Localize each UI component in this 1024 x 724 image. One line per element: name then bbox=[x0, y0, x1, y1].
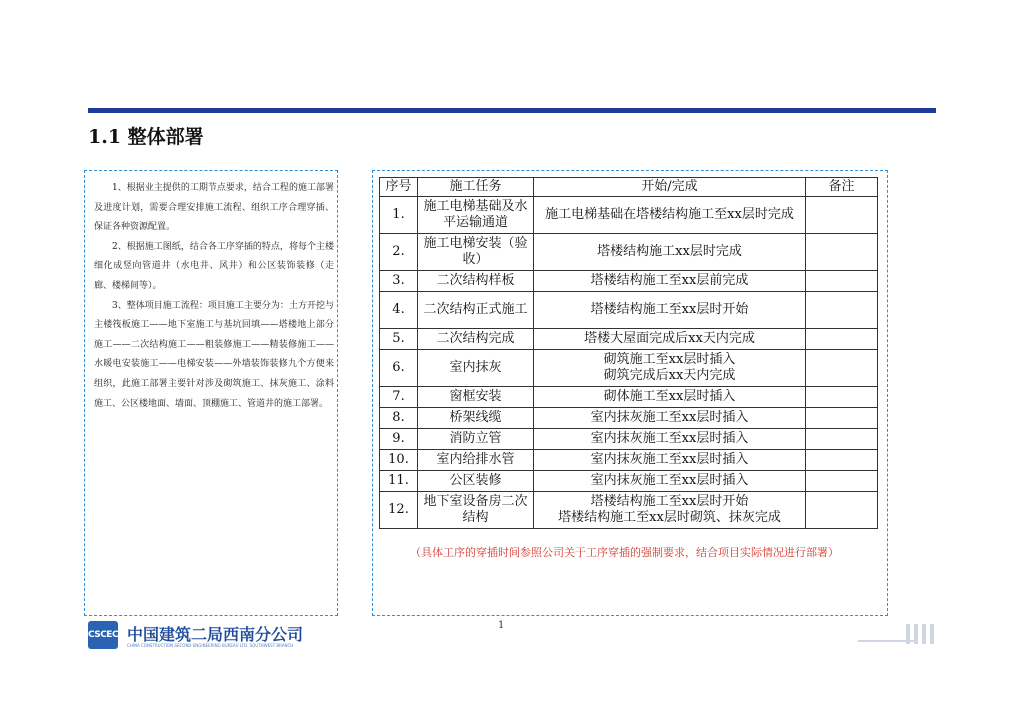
table-row bbox=[380, 408, 878, 429]
cell-no: 1. bbox=[380, 197, 418, 234]
company-name-en: CHINA CONSTRUCTION SECOND ENGINEERING BUREAU LTD. SOUTHWEST BRANCH bbox=[127, 643, 294, 648]
cell-timing: 砌筑施工至xx层时插入 砌筑完成后xx天内完成 bbox=[534, 350, 806, 387]
table-row bbox=[380, 234, 878, 271]
paragraph-2: 2、根据施工图纸，结合各工序穿插的特点，将每个主楼细化成竖向管道井（水电井、风井）和公区装饰装修（走廊、楼梯间等）。 bbox=[94, 241, 334, 291]
cell-no: 2. bbox=[380, 234, 418, 271]
cell-note bbox=[806, 271, 878, 292]
cell-task: 桥架线缆 bbox=[418, 408, 534, 429]
top-rule bbox=[88, 108, 936, 113]
schedule-body bbox=[380, 197, 878, 529]
cell-task: 窗框安装 bbox=[418, 387, 534, 408]
cell-no: 9. bbox=[380, 429, 418, 450]
table-row bbox=[380, 492, 878, 529]
cell-timing: 室内抹灰施工至xx层时插入 bbox=[534, 429, 806, 450]
table-row bbox=[380, 471, 878, 492]
cell-no: 3. bbox=[380, 271, 418, 292]
header-timing: 开始/完成 bbox=[534, 178, 806, 197]
cell-no: 5. bbox=[380, 329, 418, 350]
company-name: 中国建筑二局西南分公司 bbox=[127, 625, 304, 644]
cell-note bbox=[806, 429, 878, 450]
cell-timing: 室内抹灰施工至xx层时插入 bbox=[534, 450, 806, 471]
section-heading: 1.1 整体部署 bbox=[88, 126, 204, 148]
cell-task: 二次结构正式施工 bbox=[418, 292, 534, 329]
cell-note bbox=[806, 471, 878, 492]
cell-timing: 砌体施工至xx层时插入 bbox=[534, 387, 806, 408]
cell-note bbox=[806, 492, 878, 529]
description-text bbox=[94, 179, 334, 414]
cell-note bbox=[806, 408, 878, 429]
table-row bbox=[380, 329, 878, 350]
cell-no: 11. bbox=[380, 471, 418, 492]
table-row bbox=[380, 350, 878, 387]
cell-no: 8. bbox=[380, 408, 418, 429]
logo-text: CSCEC bbox=[87, 630, 119, 640]
cell-task: 二次结构完成 bbox=[418, 329, 534, 350]
table-row bbox=[380, 197, 878, 234]
cell-note bbox=[806, 350, 878, 387]
cell-note bbox=[806, 292, 878, 329]
cell-timing: 室内抹灰施工至xx层时插入 bbox=[534, 408, 806, 429]
cell-task: 公区装修 bbox=[418, 471, 534, 492]
paragraph-1: 1、根据业主提供的工期节点要求，结合工程的施工部署及进度计划，需要合理安排施工流程、组织工序合理穿插、保证各种资源配置。 bbox=[94, 183, 334, 233]
header-no: 序号 bbox=[380, 178, 418, 197]
cell-timing: 塔楼结构施工至xx层前完成 bbox=[534, 271, 806, 292]
cell-note bbox=[806, 234, 878, 271]
header-task: 施工任务 bbox=[418, 178, 534, 197]
cell-note bbox=[806, 450, 878, 471]
cell-note bbox=[806, 387, 878, 408]
cell-no: 6. bbox=[380, 350, 418, 387]
cell-timing: 室内抹灰施工至xx层时插入 bbox=[534, 471, 806, 492]
page-number: 1 bbox=[498, 620, 505, 631]
schedule-table bbox=[379, 177, 878, 529]
cell-task: 消防立管 bbox=[418, 429, 534, 450]
cell-task: 施工电梯安装（验收） bbox=[418, 234, 534, 271]
cell-no: 12. bbox=[380, 492, 418, 529]
cell-task: 二次结构样板 bbox=[418, 271, 534, 292]
cell-timing: 塔楼结构施工至xx层时开始 bbox=[534, 292, 806, 329]
cell-no: 7. bbox=[380, 387, 418, 408]
paragraph-3: 3、整体项目施工流程：项目施工主要分为：土方开挖与主楼筏板施工——地下室施工与基坑回填——塔楼地上部分施工——二次结构施工——粗装修施工——精装修施工——水暖电安装施工——电梯安装——外墙装饰装修九个方便来组织，此施工部署主要针对涉及砌筑施工、抹灰施工、涂料施工、公区楼地面、墙面、顶棚施工、管道井的施工部署。 bbox=[94, 300, 334, 409]
cell-timing: 塔楼结构施工xx层时完成 bbox=[534, 234, 806, 271]
corner-decoration bbox=[858, 622, 938, 652]
table-row bbox=[380, 450, 878, 471]
cell-timing: 施工电梯基础在塔楼结构施工至xx层时完成 bbox=[534, 197, 806, 234]
cell-timing: 塔楼大屋面完成后xx天内完成 bbox=[534, 329, 806, 350]
cell-timing: 塔楼结构施工至xx层时开始 塔楼结构施工至xx层时砌筑、抹灰完成 bbox=[534, 492, 806, 529]
table-row bbox=[380, 429, 878, 450]
cell-task: 室内抹灰 bbox=[418, 350, 534, 387]
table-header-row bbox=[380, 178, 878, 197]
cell-task: 施工电梯基础及水平运输通道 bbox=[418, 197, 534, 234]
table-row bbox=[380, 271, 878, 292]
header-note: 备注 bbox=[806, 178, 878, 197]
cell-no: 10. bbox=[380, 450, 418, 471]
cell-task: 室内给排水管 bbox=[418, 450, 534, 471]
table-row bbox=[380, 387, 878, 408]
table-row bbox=[380, 292, 878, 329]
cell-note bbox=[806, 197, 878, 234]
description-panel bbox=[84, 170, 338, 616]
footnote: （具体工序的穿插时间参照公司关于工序穿插的强制要求，结合项目实际情况进行部署） bbox=[410, 546, 839, 559]
cell-task: 地下室设备房二次结构 bbox=[418, 492, 534, 529]
schedule-panel bbox=[372, 170, 888, 616]
cell-note bbox=[806, 329, 878, 350]
company-logo bbox=[88, 621, 118, 649]
cell-no: 4. bbox=[380, 292, 418, 329]
